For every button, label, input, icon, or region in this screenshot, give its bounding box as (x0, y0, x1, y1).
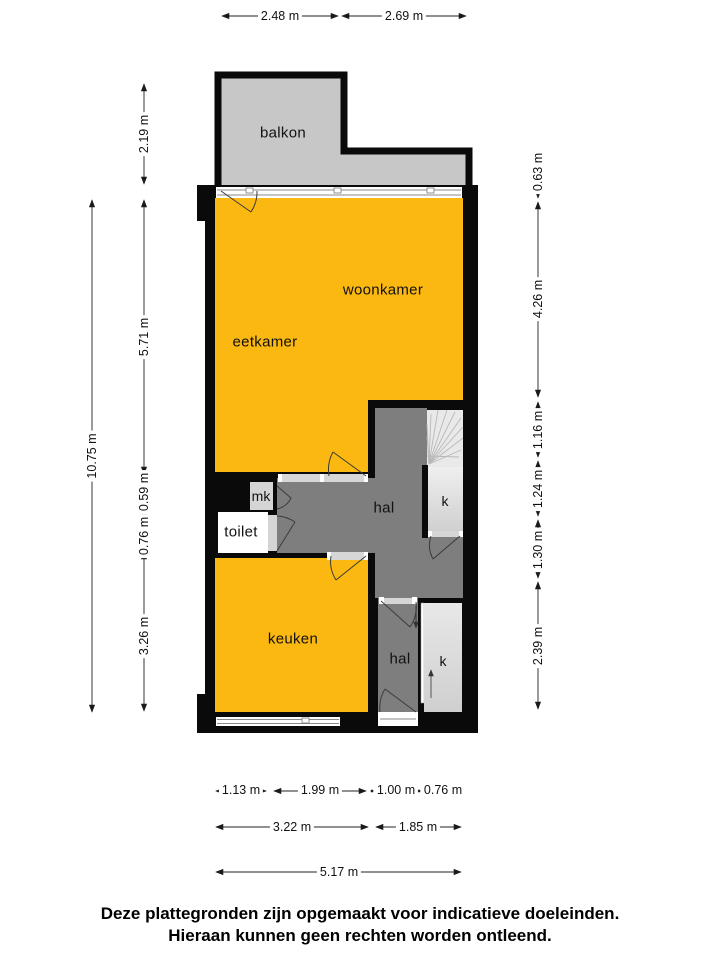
dim-bottom-total: 5.17 m (317, 865, 361, 879)
room-label-keuken: keuken (267, 630, 319, 648)
window-band-bottom (216, 717, 340, 726)
dim-right-3: 1.16 m (531, 408, 545, 452)
dim-bottom2-2: 1.85 m (396, 820, 440, 834)
dim-top-1: 2.48 m (258, 9, 302, 23)
dim-bottom2-1: 3.22 m (270, 820, 314, 834)
dim-right-2: 4.26 m (531, 277, 545, 321)
dim-right-1: 0.63 m (531, 150, 545, 194)
room-label-eetkamer: eetkamer (232, 333, 298, 351)
dim-left-2: 5.71 m (137, 315, 151, 359)
dim-top-2: 2.69 m (382, 9, 426, 23)
disclaimer (0, 903, 720, 947)
room-label-toilet: toilet (224, 523, 258, 541)
disclaimer-line2: Hieraan kunnen geen rechten worden ontleend. (168, 926, 552, 945)
dim-left-4: 0.76 m (137, 514, 151, 558)
dim-right-5: 1.30 m (531, 528, 545, 572)
dim-left-total: 10.75 m (85, 430, 99, 481)
room-label-woonkamer: woonkamer (342, 281, 424, 299)
dim-left-5: 3.26 m (137, 614, 151, 658)
dim-left-1: 2.19 m (137, 112, 151, 156)
staircase (427, 410, 463, 467)
room-label-balkon: balkon (259, 124, 307, 142)
dim-bottom1-3: 1.00 m (374, 783, 418, 797)
dim-bottom1-2: 1.99 m (298, 783, 342, 797)
dim-right-6: 2.39 m (531, 624, 545, 668)
dim-left-3: 0.59 m (137, 470, 151, 514)
disclaimer-line1: Deze plattegronden zijn opgemaakt voor indicatieve doeleinden. (100, 904, 620, 923)
room-label-mk: mk (251, 488, 271, 504)
window-band-top (216, 187, 462, 198)
room-label-k-lower: k (439, 653, 447, 669)
dim-bottom1-4: 0.76 m (421, 783, 465, 797)
room-label-hal-upper: hal (373, 499, 395, 517)
room-label-k-upper: k (441, 493, 449, 509)
room-label-hal-lower: hal (389, 650, 411, 668)
balcony-structure (218, 75, 469, 188)
dim-right-4: 1.24 m (531, 467, 545, 511)
dim-bottom1-1: 1.13 m (219, 783, 263, 797)
